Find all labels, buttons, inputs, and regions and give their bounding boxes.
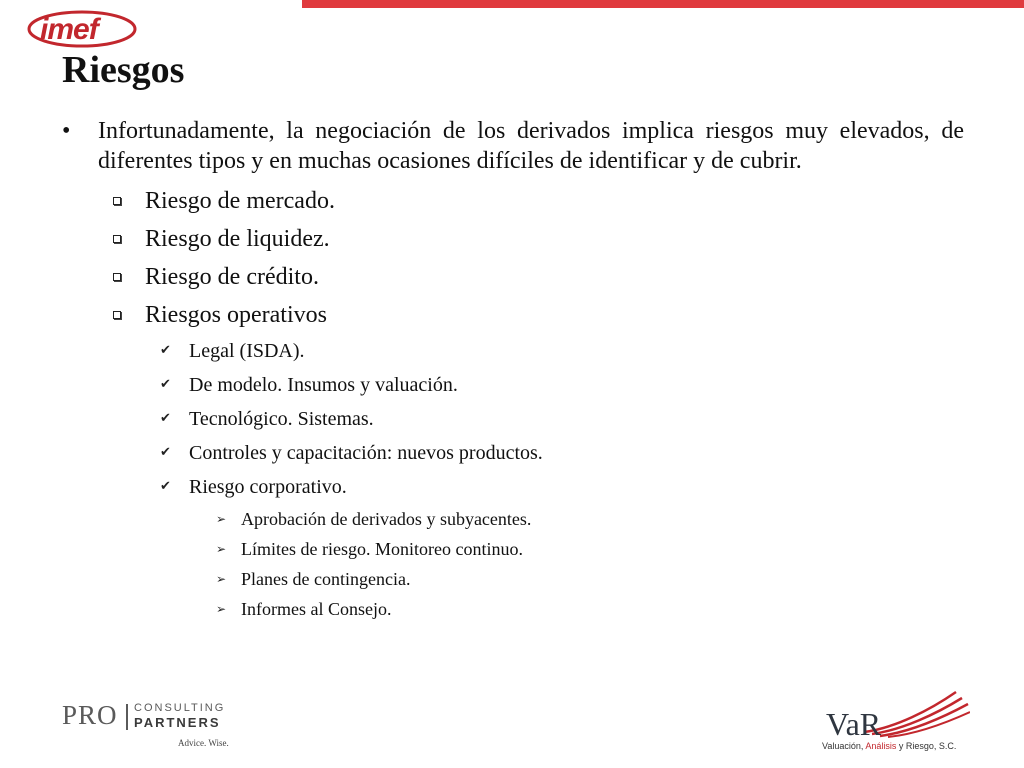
corporate-item-limits xyxy=(62,534,964,564)
square-bullet-icon xyxy=(113,197,121,205)
intro-paragraph xyxy=(62,116,964,176)
checkmark-icon: ✔ xyxy=(160,377,171,392)
arrow-bullet-icon: ➢ xyxy=(216,572,227,586)
arrow-bullet-icon: ➢ xyxy=(216,542,227,556)
arrow-bullet-icon: ➢ xyxy=(216,512,227,526)
operational-item-label: Legal (ISDA). xyxy=(189,340,305,362)
operational-item-label: Controles y capacitación: nuevos productos. xyxy=(189,442,543,464)
square-bullet-icon xyxy=(113,273,121,281)
var-subtitle-pre: Valuación, xyxy=(822,741,866,751)
pro-logo-main: PRO xyxy=(62,700,118,730)
risk-list xyxy=(62,182,964,334)
bullet-dot-icon: • xyxy=(62,118,71,144)
risk-item-credit xyxy=(62,258,964,296)
var-subtitle-highlight: Análisis xyxy=(865,741,897,751)
checkmark-icon: ✔ xyxy=(160,445,171,460)
header-accent-bar xyxy=(302,0,1024,8)
operational-item-technology xyxy=(62,402,964,436)
intro-text: Infortunadamente, la negociación de los derivados implica riesgos muy elevados, de diferentes tipos y en muchas ocasiones difíciles de identificar y de cubrir. xyxy=(98,118,964,174)
corporate-item-label: Informes al Consejo. xyxy=(241,599,392,619)
corporate-item-label: Planes de contingencia. xyxy=(241,569,411,589)
pro-logo-partners: PARTNERS xyxy=(134,715,221,730)
risk-item-liquidity xyxy=(62,220,964,258)
var-logo-text: VaR xyxy=(826,706,882,742)
corporate-item-contingency xyxy=(62,564,964,594)
operational-item-label: De modelo. Insumos y valuación. xyxy=(189,374,458,396)
risk-item-label: Riesgos operativos xyxy=(145,302,327,328)
pro-logo-tagline: Advice. Wise. xyxy=(178,738,229,748)
checkmark-icon: ✔ xyxy=(160,411,171,426)
corporate-item-label: Límites de riesgo. Monitoreo continuo. xyxy=(241,539,523,559)
arrow-bullet-icon: ➢ xyxy=(216,602,227,616)
imef-logo-text: imef xyxy=(40,13,98,46)
operational-item-model xyxy=(62,368,964,402)
slide-title: Riesgos xyxy=(62,49,185,91)
imef-logo xyxy=(26,4,138,50)
checkmark-icon: ✔ xyxy=(160,343,171,358)
slide-content xyxy=(62,116,964,624)
operational-item-controls xyxy=(62,436,964,470)
operational-item-legal xyxy=(62,334,964,368)
corporate-item-approval xyxy=(62,504,964,534)
operational-item-corporate xyxy=(62,470,964,504)
square-bullet-icon xyxy=(113,235,121,243)
corporate-item-reports xyxy=(62,594,964,624)
risk-item-label: Riesgo de liquidez. xyxy=(145,226,330,252)
pro-consulting-partners-logo xyxy=(62,700,242,750)
corporate-risk-list xyxy=(62,504,964,624)
pro-logo-consulting: CONSULTING xyxy=(134,702,226,714)
risk-item-label: Riesgo de mercado. xyxy=(145,188,335,214)
risk-item-market xyxy=(62,182,964,220)
var-subtitle-post: y Riesgo, S.C. xyxy=(896,741,957,751)
risk-item-label: Riesgo de crédito. xyxy=(145,264,319,290)
risk-item-operational xyxy=(62,296,964,334)
pro-logo-divider xyxy=(126,704,128,730)
operational-item-label: Riesgo corporativo. xyxy=(189,476,347,498)
var-logo xyxy=(820,688,980,754)
operational-item-label: Tecnológico. Sistemas. xyxy=(189,408,374,430)
checkmark-icon: ✔ xyxy=(160,479,171,494)
operational-risk-list xyxy=(62,334,964,504)
var-logo-subtitle xyxy=(822,741,956,751)
square-bullet-icon xyxy=(113,311,121,319)
corporate-item-label: Aprobación de derivados y subyacentes. xyxy=(241,509,532,529)
